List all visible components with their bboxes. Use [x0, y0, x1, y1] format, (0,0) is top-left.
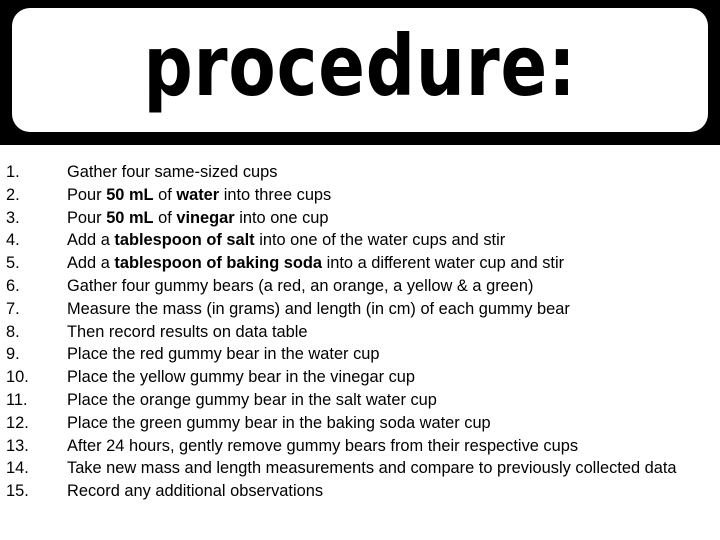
step-text — [67, 343, 712, 366]
step-text — [67, 161, 712, 184]
step-text — [67, 389, 712, 412]
step-text-segment: Take new mass and length measurements and compare to previously collected data — [67, 459, 677, 478]
step-text-segment: into a different water cup and stir — [322, 254, 565, 273]
step-text-segment: Place the green gummy bear in the baking soda water cup — [67, 413, 491, 432]
step-emphasis: tablespoon of baking soda — [114, 254, 323, 273]
step-number: 5. — [6, 254, 20, 273]
step-text-segment: Gather four same-sized cups — [67, 163, 278, 181]
step-number: 10. — [6, 368, 29, 387]
step-number: 15. — [6, 482, 29, 501]
step-text-segment: Place the orange gummy bear in the salt water cup — [67, 390, 437, 409]
step-text-segment: into one cup — [234, 208, 329, 227]
procedure-step — [6, 389, 712, 412]
step-text — [67, 207, 712, 230]
step-text — [67, 480, 712, 503]
step-number: 3. — [6, 208, 20, 227]
step-number: 11. — [6, 390, 28, 409]
step-text-segment: Add a — [67, 254, 115, 273]
procedure-list — [6, 161, 712, 503]
procedure-step — [6, 207, 712, 230]
procedure-step — [6, 412, 712, 435]
procedure-step — [6, 161, 712, 184]
step-text-segment: into one of the water cups and stir — [254, 231, 506, 250]
step-text-segment: Place the yellow gummy bear in the vinegar cup — [67, 368, 416, 387]
step-text — [67, 298, 712, 321]
step-text-segment: After 24 hours, gently remove gummy bears from their respective cups — [67, 436, 579, 455]
step-emphasis: vinegar — [176, 208, 235, 227]
step-text — [67, 184, 712, 207]
procedure-step — [6, 321, 712, 344]
step-text-segment: of — [153, 185, 177, 204]
step-text-segment: of — [153, 208, 177, 227]
step-number: 6. — [6, 276, 20, 295]
step-text — [67, 275, 712, 298]
step-text — [67, 229, 712, 252]
step-text-segment: Pour — [67, 208, 107, 227]
step-text-segment: Place the red gummy bear in the water cup — [67, 345, 380, 364]
step-text-segment: Pour — [67, 185, 107, 204]
procedure-step — [6, 457, 712, 480]
step-emphasis: 50 mL — [106, 208, 154, 227]
step-emphasis: tablespoon of salt — [114, 231, 255, 250]
step-number: 12. — [6, 413, 29, 432]
procedure-step — [6, 298, 712, 321]
step-text — [67, 321, 712, 344]
procedure-step — [6, 275, 712, 298]
procedure-step — [6, 252, 712, 275]
step-text — [67, 435, 712, 458]
procedure-step — [6, 343, 712, 366]
procedure-step — [6, 480, 712, 503]
step-number: 7. — [6, 299, 20, 318]
step-text-segment: Gather four gummy bears (a red, an orange, a yellow & a green) — [67, 276, 534, 295]
step-number: 2. — [6, 185, 20, 204]
procedure-step — [6, 229, 712, 252]
page-title: procedure: — [143, 17, 577, 115]
title-banner — [0, 0, 720, 145]
step-number: 14. — [6, 459, 29, 478]
procedure-step — [6, 366, 712, 389]
step-text-segment: into three cups — [219, 185, 332, 204]
procedure-step — [6, 435, 712, 458]
step-number: 8. — [6, 322, 20, 341]
step-text — [67, 252, 712, 275]
step-emphasis: water — [176, 185, 220, 204]
step-text-segment: Add a — [67, 231, 115, 250]
step-text-segment: Record any additional observations — [67, 482, 324, 501]
step-number: 9. — [6, 345, 20, 364]
step-text — [67, 366, 712, 389]
step-text-segment: Then record results on data table — [67, 322, 308, 341]
step-text — [67, 412, 712, 435]
step-number: 4. — [6, 231, 20, 250]
step-number: 1. — [6, 163, 20, 181]
step-emphasis: 50 mL — [106, 185, 154, 204]
title-panel — [12, 8, 708, 132]
step-text — [67, 457, 712, 480]
step-text-segment: Measure the mass (in grams) and length (in cm) of each gummy bear — [67, 299, 570, 318]
procedure-step — [6, 184, 712, 207]
step-number: 13. — [6, 436, 29, 455]
